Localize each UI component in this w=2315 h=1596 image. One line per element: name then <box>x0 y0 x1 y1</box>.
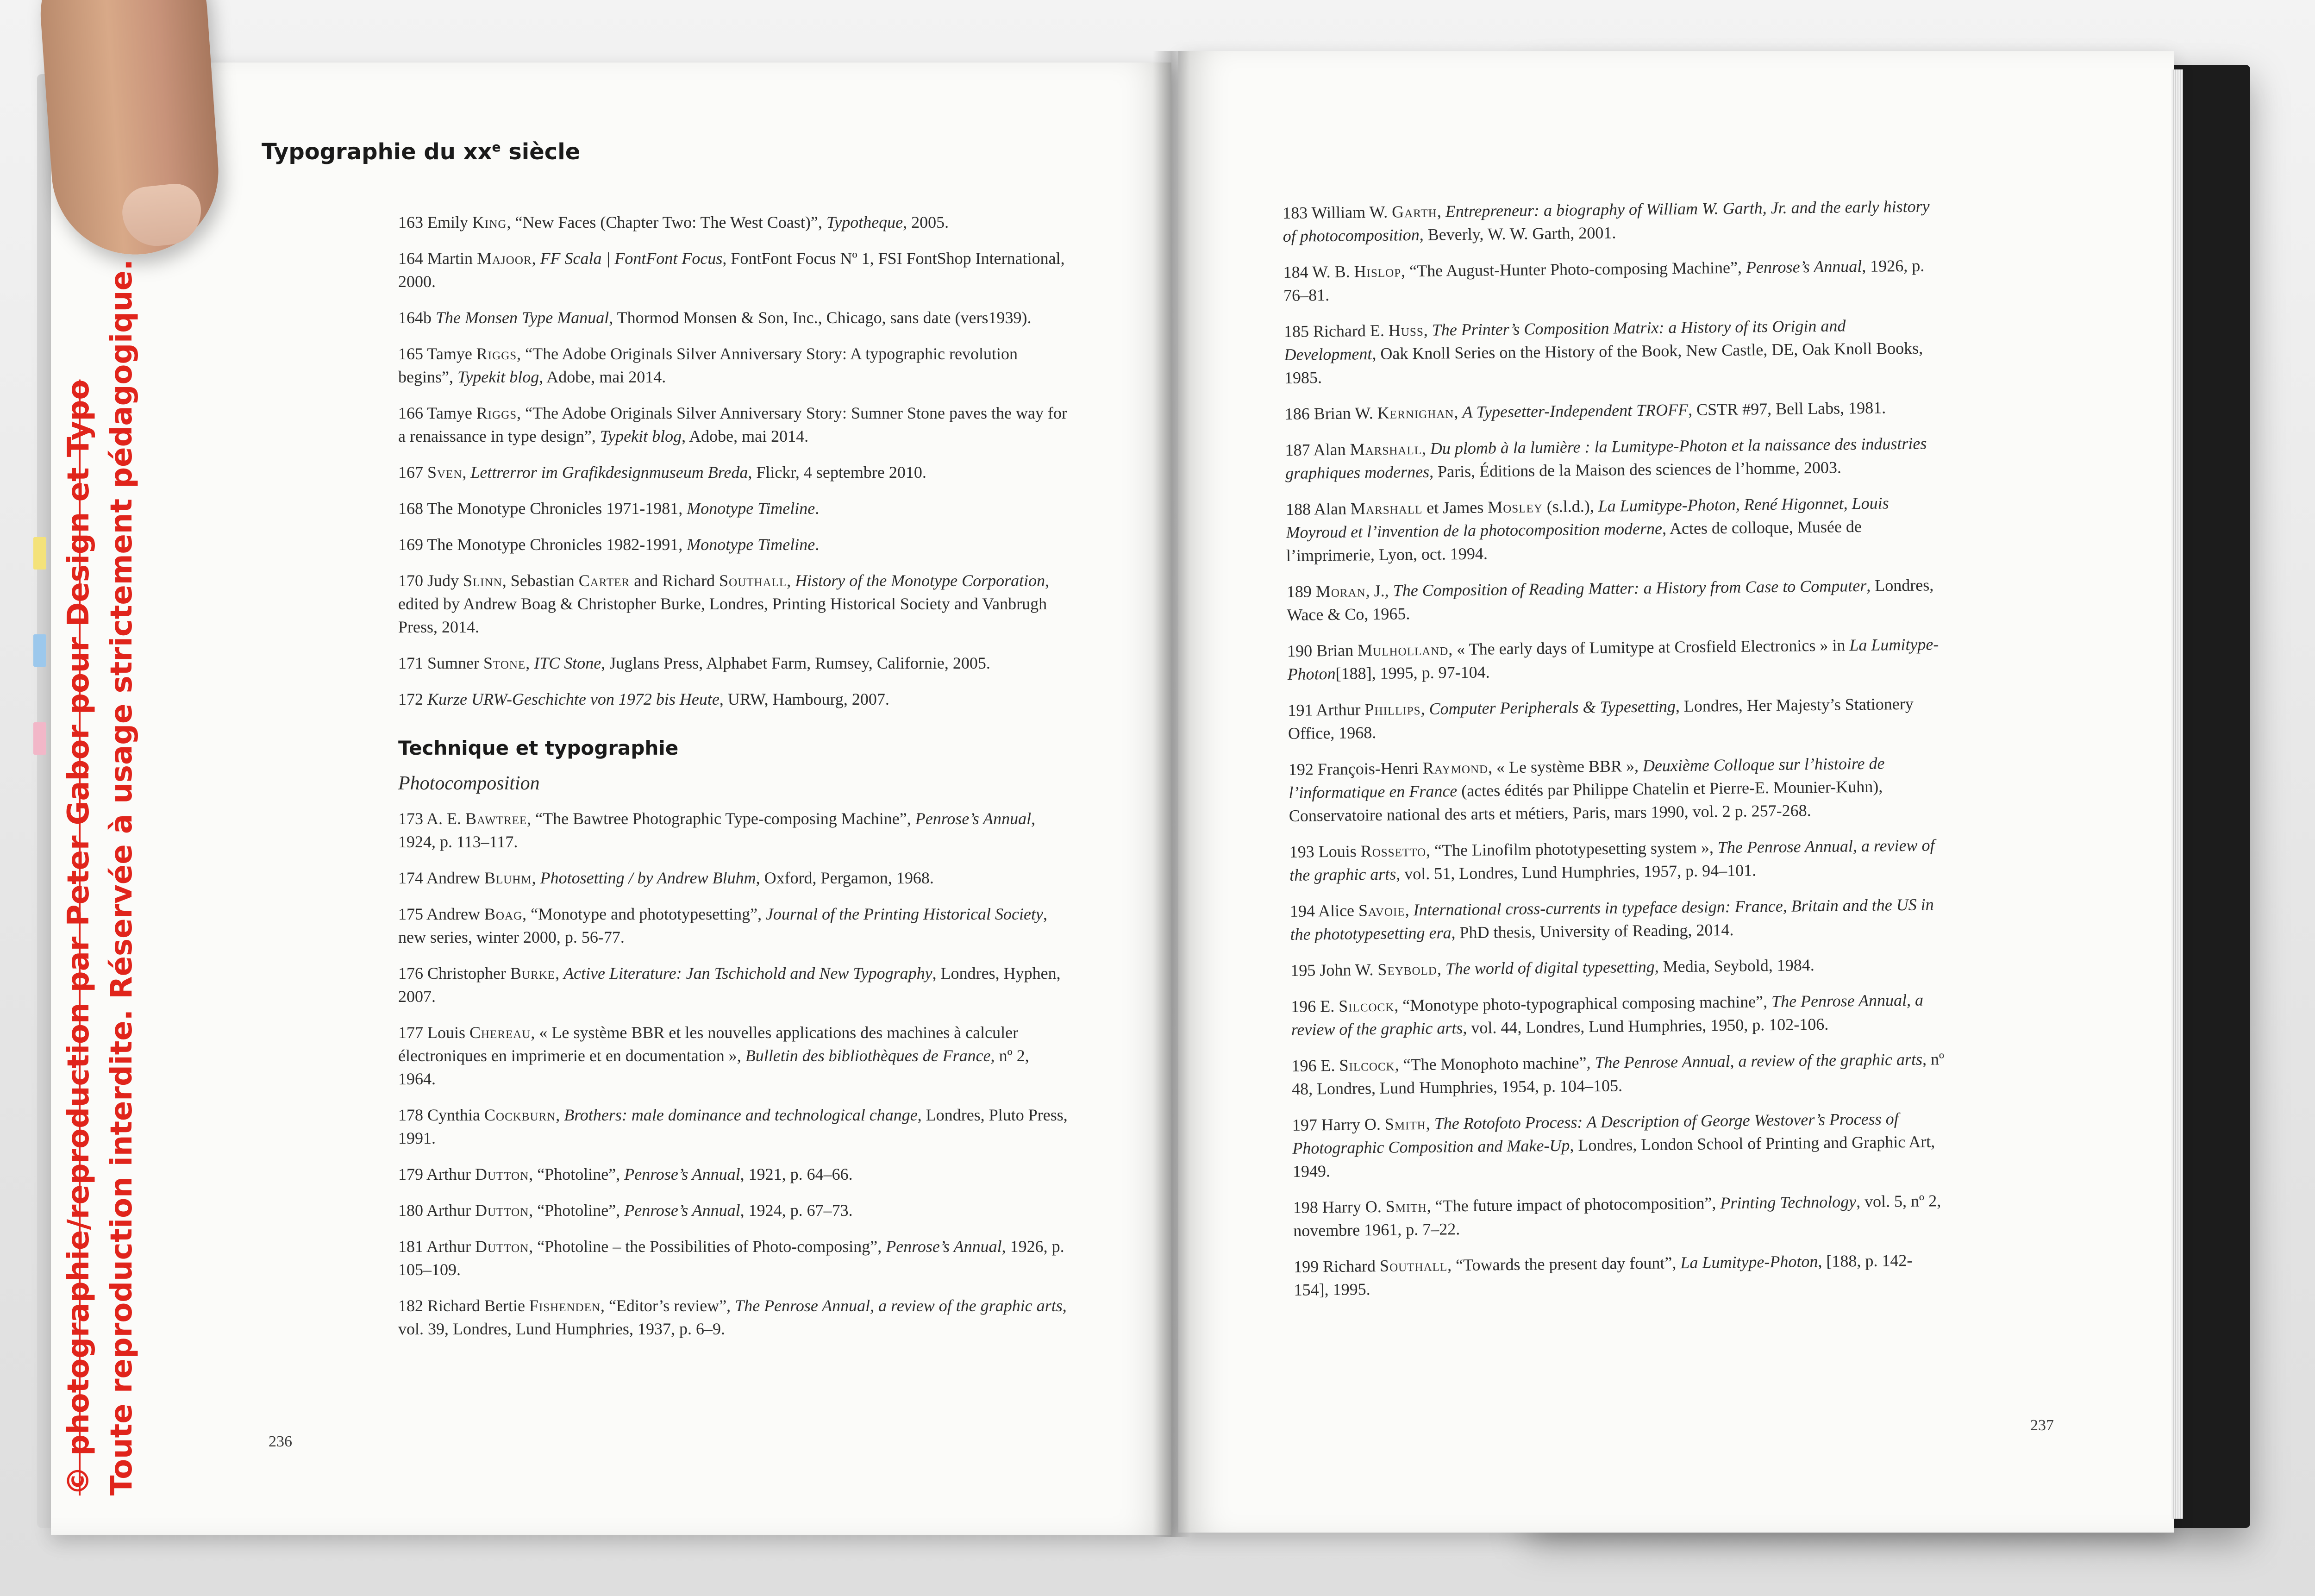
reference-entry <box>398 533 1070 556</box>
reference-number: 171 <box>398 654 423 672</box>
reference-entry <box>398 461 1070 484</box>
reference-text: , Oxford, Pergamon, 1968. <box>756 869 934 887</box>
author-surname: Sven <box>427 463 463 482</box>
reference-text: , “The Linofilm phototypesetting system », <box>1426 838 1718 860</box>
reference-title: Penrose’s Annual <box>1746 257 1862 277</box>
reference-entry <box>398 651 1070 675</box>
reference-number: 169 <box>398 535 423 554</box>
reference-number: 183 <box>1283 203 1308 222</box>
reference-text: , CSTR #97, Bell Labs, 1981. <box>1688 398 1886 419</box>
reference-text: Harry O. <box>1321 1114 1385 1134</box>
author-surname: Dutton <box>475 1201 529 1220</box>
reference-text: , « Le système BBR », <box>1488 756 1643 777</box>
reference-text: Alice <box>1318 901 1359 920</box>
reference-entry <box>1294 1248 1947 1302</box>
reference-text: Richard E. <box>1313 321 1389 341</box>
reference-title: La Lumitype-Photon <box>1287 635 1939 683</box>
reference-text: , FontFont Focus Nº 1, FSI FontShop International, 2000. <box>398 249 1065 291</box>
reference-text: The Monotype Chronicles 1982-1991, <box>427 535 687 554</box>
reference-text: , <box>532 869 540 887</box>
reference-text: , “The Adobe Originals Silver Anniversary Story: A typographic revolution begins”, <box>398 344 1018 386</box>
reference-entry <box>398 401 1070 448</box>
author-surname: Bawtree <box>465 809 527 828</box>
reference-title: International cross-currents in typeface design: France, Britain and the US in the phototypesetting era <box>1290 895 1934 944</box>
page-header: Typographie du $xx^e$ siècle <box>262 139 581 165</box>
reference-text: Louis <box>1318 842 1361 861</box>
reference-text: Brian <box>1316 641 1358 660</box>
reference-text: , Londres, Hyphen, 2007. <box>398 964 1061 1006</box>
author-surname: Marshall <box>1350 498 1423 518</box>
sticky-tab-pink <box>33 722 46 755</box>
reference-text: , Media, Seybold, 1984. <box>1654 956 1814 976</box>
reference-number: 163 <box>398 213 423 232</box>
reference-number: 170 <box>398 571 423 590</box>
reference-title: Photosetting / by Andrew Bluhm <box>540 869 756 887</box>
reference-entry <box>1283 194 1936 248</box>
reference-text: , Beverly, W. W. Garth, 2001. <box>1419 223 1616 244</box>
reference-text: , “Monotype and phototypesetting”, <box>522 905 766 923</box>
copyright-watermark <box>60 106 137 1496</box>
reference-number: 174 <box>398 869 423 887</box>
reference-text: Christopher <box>427 964 510 983</box>
reference-title: The Printer’s Composition Matrix: a History of its Origin and Development <box>1284 316 1846 364</box>
author-surname: Dutton <box>475 1237 529 1256</box>
reference-entry <box>398 1021 1070 1090</box>
page-edges <box>2171 69 2183 1519</box>
author-surname: Riggs <box>476 404 517 422</box>
reference-number: 165 <box>398 344 423 363</box>
author-surname: Dutton <box>475 1165 529 1183</box>
reference-number: 173 <box>398 809 423 828</box>
reference-text: Richard Bertie <box>427 1296 529 1315</box>
author-surname: Silcock <box>1339 1055 1395 1075</box>
reference-number: 164b <box>398 308 432 327</box>
reference-title: Bulletin des bibliothèques de France <box>745 1046 991 1065</box>
reference-entry <box>398 688 1070 711</box>
reference-text: , PhD thesis, University of Reading, 2014. <box>1451 920 1734 942</box>
reference-text: Andrew <box>426 905 484 923</box>
reference-entry <box>398 306 1070 329</box>
reference-text: , “The August-Hunter Photo-composing Machine”, <box>1401 258 1746 281</box>
reference-number: 196 <box>1291 1056 1317 1075</box>
author-surname: Kernighan <box>1377 403 1454 422</box>
page-number-right: 237 <box>2030 1417 2054 1434</box>
author-surname: Fishenden <box>529 1296 601 1315</box>
reference-title: FF Scala | FontFont Focus <box>540 249 723 268</box>
reference-title: Printing Technology <box>1720 1192 1857 1213</box>
subsection-heading: Photocomposition <box>398 773 540 794</box>
reference-text: , “Towards the present day fount”, <box>1447 1253 1681 1275</box>
reference-text: Cynthia <box>427 1106 484 1124</box>
reference-entry <box>1291 1047 1945 1101</box>
reference-title: Kurze URW-Geschichte von 1972 bis Heute <box>427 690 720 708</box>
reference-entry <box>398 1199 1070 1222</box>
reference-title: The Monsen Type Manual <box>436 308 609 327</box>
reference-list-b <box>398 807 1070 1340</box>
reference-text: , Londres, Her Majesty’s Stationery Office, 1968. <box>1288 694 1914 743</box>
reference-list-right <box>1283 194 1947 1302</box>
reference-title: The Penrose Annual, a review of the graphic arts <box>1595 1050 1923 1072</box>
reference-title: Journal of the Printing Historical Society <box>766 905 1043 923</box>
reference-number: 182 <box>398 1296 423 1315</box>
reference-entry <box>398 902 1070 949</box>
author-surname: Southall <box>719 571 787 590</box>
reference-text: , <box>555 964 564 983</box>
reference-entry <box>1289 751 1942 827</box>
reference-text: , 2005. <box>903 213 949 232</box>
reference-number: 197 <box>1292 1115 1318 1134</box>
reference-text: , 1926, p. 76–81. <box>1283 256 1925 305</box>
reference-text: and Richard <box>630 571 720 590</box>
book-gutter <box>1153 51 1190 1537</box>
reference-number: 177 <box>398 1023 423 1042</box>
author-surname: Moran <box>1315 582 1366 601</box>
author-surname: Seybold <box>1377 959 1438 979</box>
reference-text: , “The Bawtree Photographic Type-composing Machine”, <box>527 809 915 828</box>
reference-title: Penrose’s Annual <box>886 1237 1002 1256</box>
left-column <box>398 211 1070 1353</box>
reference-text: , “Photoline – the Possibilities of Photo-composing”, <box>529 1237 886 1256</box>
reference-entry <box>398 497 1070 520</box>
reference-text: , vol. 51, Londres, Lund Humphries, 1957, p. 94–101. <box>1396 861 1757 883</box>
reference-text: François-Henri <box>1317 758 1423 779</box>
reference-text: Harry O. <box>1322 1197 1386 1217</box>
reference-title: The Penrose Annual, a review of the graphic arts <box>735 1296 1063 1315</box>
reference-number: 184 <box>1283 263 1308 282</box>
reference-text: et James <box>1422 498 1488 517</box>
reference-text: , <box>1405 901 1414 920</box>
reference-entry <box>398 1163 1070 1186</box>
reference-entry <box>1283 254 1936 307</box>
reference-text: , “Photoline”, <box>529 1165 625 1183</box>
author-surname: Smith <box>1385 1196 1427 1216</box>
section-heading: Technique et typographie <box>398 737 679 759</box>
reference-text: Emily <box>427 213 472 232</box>
author-surname: Mulholland <box>1357 640 1449 660</box>
reference-entry <box>398 569 1070 638</box>
reference-text: Arthur <box>426 1201 475 1220</box>
reference-number: 196 <box>1291 997 1316 1016</box>
reference-text: , Oak Knoll Series on the History of the Book, New Castle, DE, Oak Knoll Books, 1985. <box>1284 338 1923 387</box>
reference-text: Arthur <box>426 1165 475 1183</box>
reference-text: , Thormod Monsen & Son, Inc., Chicago, sans date (vers1939). <box>609 308 1032 327</box>
reference-title: Lettrerror im Grafikdesignmuseum Breda <box>470 463 748 482</box>
reference-entry <box>1290 893 1943 946</box>
reference-text: , “New Faces (Chapter Two: The West Coast)”, <box>507 213 826 232</box>
reference-text: , [188, p. 142-154], 1995. <box>1294 1251 1913 1299</box>
reference-text: , <box>1437 959 1446 978</box>
reference-text: , Adobe, mai 2014. <box>682 427 809 445</box>
reference-text: , “Editor’s review”, <box>600 1296 735 1315</box>
reference-number: 186 <box>1284 404 1310 423</box>
reference-text: , <box>526 654 534 672</box>
reference-number: 193 <box>1289 842 1314 861</box>
reference-text: Judy <box>427 571 463 590</box>
reference-text: , 1924, p. 113–117. <box>398 809 1036 851</box>
reference-entry <box>1293 1189 1946 1242</box>
reference-text: W. B. <box>1312 262 1354 282</box>
reference-entry <box>398 866 1070 889</box>
reference-list-a <box>398 211 1070 711</box>
reference-text: William W. <box>1311 202 1392 222</box>
reference-text: Alan <box>1313 440 1350 459</box>
reference-entry <box>398 211 1070 234</box>
reference-number: 167 <box>398 463 423 482</box>
reference-number: 181 <box>398 1237 423 1256</box>
reference-entry <box>398 342 1070 388</box>
reference-entry <box>398 247 1070 293</box>
sticky-tab-yellow <box>33 537 46 570</box>
right-column <box>1283 194 1947 1314</box>
reference-title: The Composition of Reading Matter: a History from Case to Computer <box>1393 576 1867 600</box>
reference-text: , vol. 44, Londres, Lund Humphries, 1950, p. 102-106. <box>1463 1014 1829 1038</box>
reference-text: , nº 2, 1964. <box>398 1046 1029 1088</box>
reference-text: , nº 48, Londres, Lund Humphries, 1954, p. 104–105. <box>1291 1050 1945 1098</box>
reference-text: Sumner <box>427 654 483 672</box>
reference-number: 195 <box>1290 961 1316 980</box>
author-surname: Huss <box>1388 320 1424 340</box>
reference-text: Martin <box>427 249 477 268</box>
reference-title: Deuxième Colloque sur l’histoire de l’informatique en France <box>1289 754 1885 802</box>
reference-text: (s.l.d.), <box>1542 496 1598 516</box>
reference-title: Penrose’s Annual <box>624 1165 740 1183</box>
reference-text: Brian W. <box>1314 403 1378 423</box>
reference-text: , <box>1421 439 1431 458</box>
reference-text: , Juglans Press, Alphabet Farm, Rumsey, Californie, 2005. <box>601 654 990 672</box>
reference-number: 166 <box>398 404 423 422</box>
author-surname: Phillips <box>1364 699 1421 719</box>
watermark-line-2: Toute reproduction interdite. Réservée à usage strictement pédagogique. <box>105 259 139 1496</box>
reference-number: 185 <box>1283 322 1309 341</box>
reference-title: The world of digital typesetting <box>1445 957 1655 978</box>
reference-text: , edited by Andrew Boag & Christopher Burke, Londres, Printing Historical Society and Vanbrugh Press, 2014. <box>398 571 1050 636</box>
author-surname: Mosley <box>1487 497 1543 517</box>
reference-text: , <box>787 571 795 590</box>
reference-title: Du plomb à la lumière : la Lumitype-Photon et la naissance des industries graphiques modernes <box>1285 434 1927 482</box>
reference-text: , Sebastian <box>502 571 579 590</box>
reference-text: , vol. 39, Londres, Lund Humphries, 1937, p. 6–9. <box>398 1296 1067 1338</box>
reference-number: 198 <box>1293 1198 1318 1217</box>
author-surname: Smith <box>1384 1114 1426 1133</box>
reference-text: , Londres, London School of Printing and Graphic Art, 1949. <box>1292 1132 1935 1181</box>
reference-text: Andrew <box>426 869 484 887</box>
reference-text: Arthur <box>1316 700 1365 720</box>
reference-number: 168 <box>398 499 423 518</box>
reference-number: 178 <box>398 1106 423 1124</box>
reference-text: , « The early days of Lumitype at Crosfield Electronics » in <box>1448 636 1850 659</box>
reference-entry <box>398 962 1070 1008</box>
reference-text: . <box>815 535 820 554</box>
reference-text: , Londres, Pluto Press, 1991. <box>398 1106 1068 1147</box>
reference-text: . <box>815 499 820 518</box>
reference-text: , <box>1423 320 1432 339</box>
author-surname: Riggs <box>476 344 517 363</box>
reference-text: , URW, Hambourg, 2007. <box>719 690 889 708</box>
reference-title: The Penrose Annual, a review of the graphic arts <box>1289 836 1935 884</box>
reference-entry <box>1285 395 1938 426</box>
reference-text: E. <box>1320 1056 1339 1075</box>
author-surname: Cockburn <box>484 1106 556 1124</box>
reference-number: 187 <box>1285 440 1310 459</box>
reference-number: 180 <box>398 1201 423 1220</box>
reference-title: Active Literature: Jan Tschichold and New Typography <box>563 964 932 983</box>
reference-title: History of the Monotype Corporation <box>795 571 1045 590</box>
reference-entry <box>1284 313 1937 389</box>
author-surname: Burke <box>510 964 556 983</box>
reference-text: John W. <box>1320 960 1378 980</box>
reference-text: Arthur <box>426 1237 475 1256</box>
reference-text: , new series, winter 2000, p. 56-77. <box>398 905 1047 946</box>
reference-text: , <box>462 463 471 482</box>
reference-title: Typekit blog <box>600 427 682 445</box>
reference-text: Alan <box>1314 499 1351 519</box>
reference-text: , <box>1454 402 1463 422</box>
reference-entry <box>398 1103 1070 1150</box>
reference-entry <box>1290 952 1943 982</box>
reference-entry <box>398 1294 1070 1340</box>
author-surname: Southall <box>1379 1256 1448 1275</box>
reference-text: , 1921, p. 64–66. <box>740 1165 853 1183</box>
reference-text: Tamye <box>427 344 476 363</box>
reference-entry <box>1292 1107 1946 1183</box>
reference-number: 192 <box>1288 760 1314 779</box>
reference-text: , Actes de colloque, Musée de l’imprimerie, Lyon, oct. 1994. <box>1286 517 1862 565</box>
reference-entry <box>1289 833 1942 887</box>
reference-text: Louis <box>427 1023 470 1042</box>
reference-text: , « Le système BBR et les nouvelles applications des machines à calculer électroniques en imprimerie et en documentation », <box>398 1023 1019 1065</box>
reference-number: 194 <box>1289 901 1315 920</box>
reference-text: , “The Monophoto machine”, <box>1395 1053 1595 1074</box>
reference-number: 179 <box>398 1165 423 1183</box>
reference-title: Brothers: male dominance and technological change <box>564 1106 918 1124</box>
reference-text: , Adobe, mai 2014. <box>539 368 666 386</box>
sticky-tab-blue <box>33 634 46 667</box>
reference-title: Monotype Timeline <box>687 535 815 554</box>
reference-number: 199 <box>1293 1257 1319 1276</box>
reference-text: , “Monotype photo-typographical composing machine”, <box>1394 992 1772 1015</box>
reference-text: , <box>556 1106 564 1124</box>
reference-text: , <box>1420 699 1429 718</box>
reference-entry <box>1287 632 1940 686</box>
author-surname: Stone <box>483 654 526 672</box>
author-surname: Majoor <box>476 249 532 268</box>
author-surname: Raymond <box>1422 758 1489 777</box>
reference-title: The Rotofoto Process: A Description of George Westover’s Process of Photographic Composition and Make-Up <box>1292 1109 1899 1158</box>
reference-text: Richard <box>1322 1256 1380 1276</box>
reference-number: 189 <box>1286 582 1312 601</box>
reference-number: 190 <box>1287 641 1313 660</box>
reference-text: (actes édités par Philippe Chatelin et Pierre-E. Mounier-Kuhn), Conservatoire national des arts et métiers, Paris, mars 1990, vol. 2 p. 257-268. <box>1289 777 1883 825</box>
reference-title: ITC Stone <box>534 654 601 672</box>
reference-number: 191 <box>1288 701 1313 720</box>
reference-entry <box>1286 491 1939 567</box>
reference-title: The Penrose Annual, a review of the graphic arts <box>1291 990 1924 1039</box>
reference-number: 172 <box>398 690 423 708</box>
reference-title: Penrose’s Annual <box>624 1201 740 1220</box>
reference-entry <box>1288 692 1941 745</box>
page-number-left: 236 <box>269 1433 292 1450</box>
reference-text: A. E. <box>426 809 466 828</box>
reference-text: , “The future impact of photocomposition”, <box>1427 1194 1721 1215</box>
reference-number: 164 <box>398 249 423 268</box>
reference-text: [188], 1995, p. 97-104. <box>1335 663 1490 683</box>
reference-title: Entrepreneur: a biography of William W. Garth, Jr. and the early history of photocomposition <box>1283 197 1930 245</box>
reference-title: Typotheque <box>826 213 903 232</box>
reference-text: Tamye <box>427 404 476 422</box>
watermark-line-1: © photographie/reproduction par Peter Gabor pour Design et Typo <box>62 379 96 1496</box>
reference-entry <box>1291 988 1944 1041</box>
reference-number: 175 <box>398 905 423 923</box>
author-surname: Silcock <box>1338 996 1395 1015</box>
author-surname: Marshall <box>1350 439 1422 459</box>
author-surname: Slinn <box>463 571 502 590</box>
author-surname: Garth <box>1391 202 1437 221</box>
reference-text: , J., <box>1365 581 1393 601</box>
reference-number: 188 <box>1285 500 1311 519</box>
reference-entry <box>398 1235 1070 1281</box>
reference-text: , Londres, Wace & Co, 1965. <box>1287 576 1934 624</box>
author-surname: Savoie <box>1358 901 1405 920</box>
reference-title: A Typesetter-Independent TROFF <box>1462 400 1689 421</box>
author-surname: Chereau <box>469 1023 531 1042</box>
reference-text: , 1924, p. 67–73. <box>740 1201 853 1220</box>
reference-text: , <box>532 249 540 268</box>
reference-entry <box>1285 432 1938 485</box>
author-surname: Bluhm <box>484 869 532 887</box>
reference-text: , Flickr, 4 septembre 2010. <box>748 463 926 482</box>
reference-text: , Paris, Éditions de la Maison des sciences de l’homme, 2003. <box>1429 458 1842 481</box>
author-surname: Carter <box>578 571 630 590</box>
reference-text: , “Photoline”, <box>529 1201 625 1220</box>
reference-text: , <box>1426 1114 1434 1133</box>
author-surname: Hislop <box>1354 262 1402 281</box>
reference-entry <box>1287 573 1940 626</box>
reference-title: Monotype Timeline <box>687 499 815 518</box>
reference-title: Penrose’s Annual <box>915 809 1032 828</box>
reference-text: , 1926, p. 105–109. <box>398 1237 1064 1279</box>
author-surname: Rossetto <box>1360 841 1427 861</box>
reference-number: 176 <box>398 964 423 983</box>
reference-title: La Lumitype-Photon <box>1680 1252 1818 1272</box>
reference-title: Typekit blog <box>457 368 539 386</box>
reference-text: E. <box>1320 996 1339 1016</box>
reference-text: The Monotype Chronicles 1971-1981, <box>427 499 687 518</box>
reference-title: La Lumitype-Photon, René Higonnet, Louis Moyroud et l’invention de la photocomposition moderne <box>1286 494 1889 542</box>
reference-text: , <box>1437 202 1445 221</box>
author-surname: King <box>472 213 507 232</box>
reference-entry <box>398 807 1070 853</box>
reference-text: , vol. 5, nº 2, novembre 1961, p. 7–22. <box>1293 1191 1941 1240</box>
reference-title: Computer Peripherals & Typesetting <box>1429 697 1676 718</box>
author-surname: Boag <box>484 905 523 923</box>
reference-text: , “The Adobe Originals Silver Anniversary Story: Sumner Stone paves the way for a renaissance in type design”, <box>398 404 1067 445</box>
